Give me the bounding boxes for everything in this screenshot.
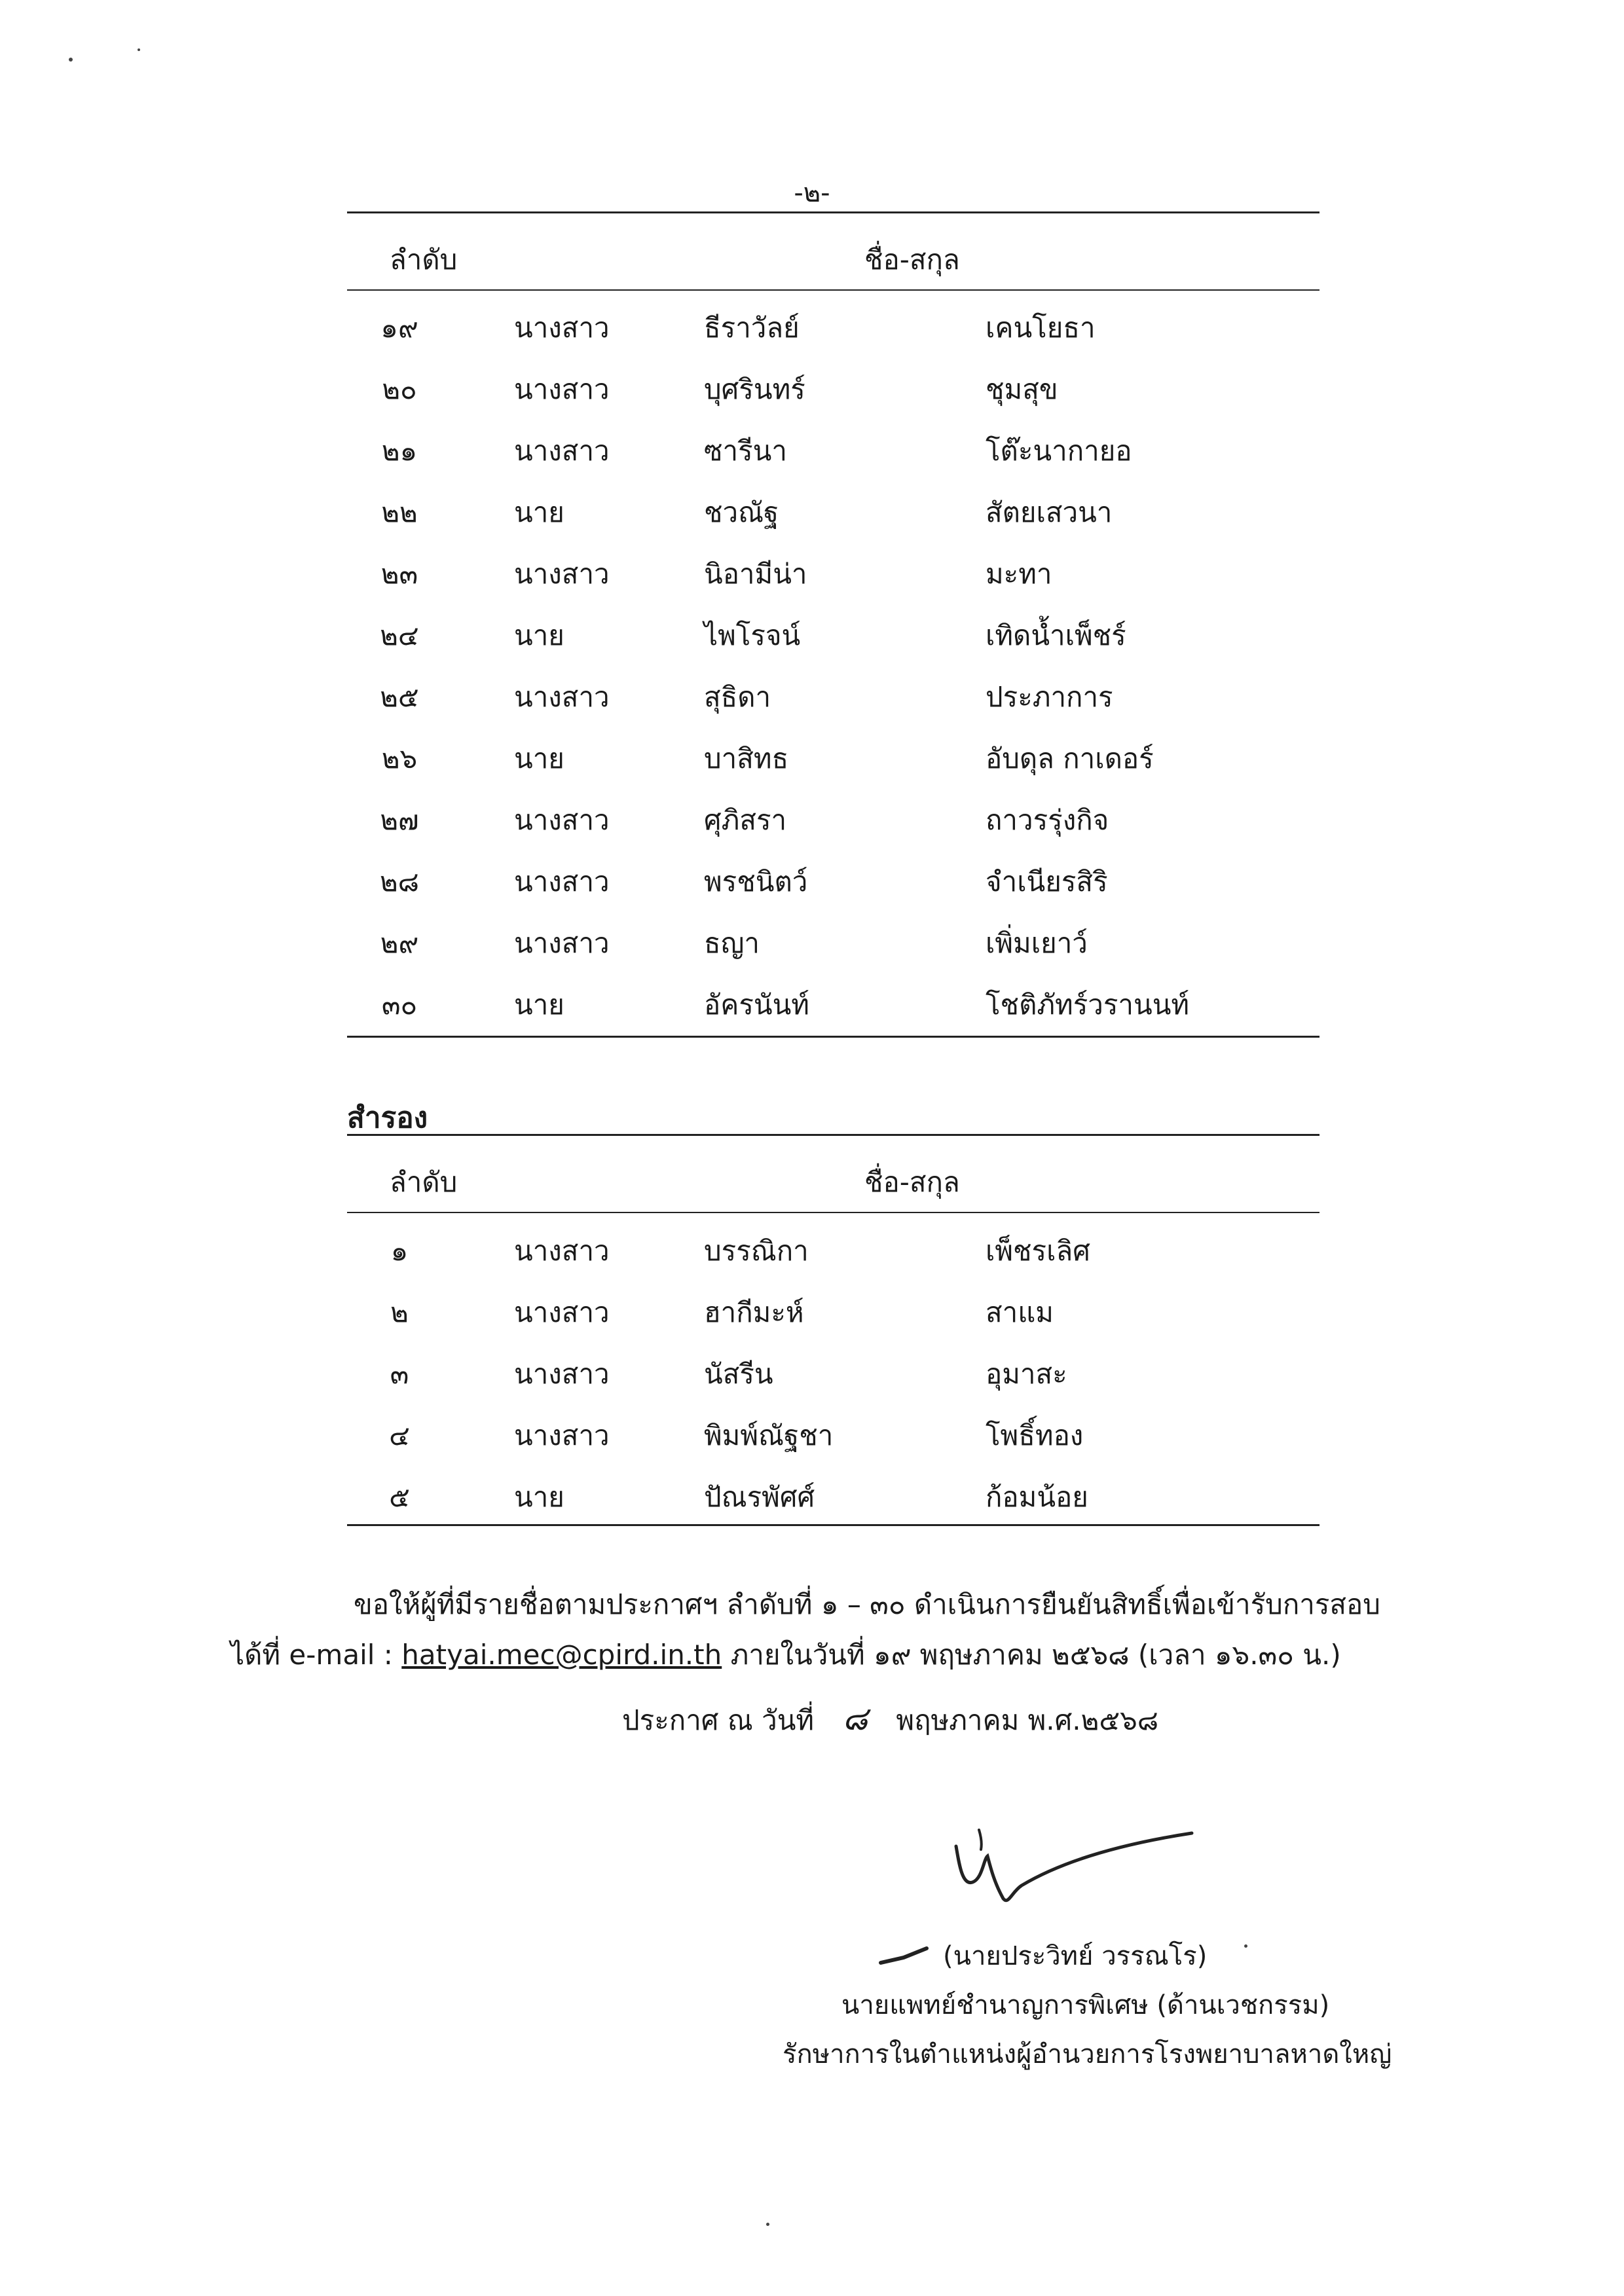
table-row (347, 1222, 1320, 1283)
row-number: ๑ (390, 1235, 409, 1267)
name-title: นาย (514, 496, 564, 528)
first-name: ปัณรพัศศ์ (704, 1481, 815, 1513)
first-name: สุธิดา (704, 681, 771, 713)
name-title: นาย (514, 619, 564, 651)
signatory-name: (นายประวิทย์ วรรณโร) (943, 1941, 1208, 1971)
last-name: มะทา (986, 558, 1052, 590)
name-title: นางสาว (514, 373, 610, 405)
last-name: โชติภัทร์วรานนท์ (986, 989, 1190, 1021)
row-number: ๓ (390, 1358, 409, 1390)
table-row (347, 1406, 1320, 1468)
announce-prefix: ประกาศ ณ วันที่ (622, 1704, 815, 1736)
last-name: อับดุล กาเดอร์ (986, 742, 1154, 774)
table-row (347, 483, 1320, 545)
row-number: ๑๙ (380, 312, 418, 344)
reserve-header-rule (347, 1212, 1320, 1213)
row-number: ๒๑ (381, 435, 418, 467)
first-name: ธีราวัลย์ (704, 312, 800, 344)
row-number: ๒๕ (380, 681, 419, 713)
first-name: อัครนันท์ (704, 989, 809, 1021)
table-row (347, 1468, 1320, 1529)
name-title: นาย (514, 1481, 564, 1513)
scan-speck (766, 2223, 769, 2226)
reserve-header-order: ลำดับ (390, 1166, 458, 1198)
row-number: ๒๗ (380, 804, 419, 836)
row-number: ๒ (390, 1296, 409, 1328)
reserve-top-rule (347, 1134, 1320, 1136)
last-name: ประภาการ (986, 681, 1113, 713)
name-title: นาย (514, 989, 564, 1021)
first-name: ธญา (704, 927, 760, 959)
first-name: นิอามีน่า (704, 558, 807, 590)
row-number: ๒๐ (382, 373, 417, 405)
last-name: ชุมสุข (986, 373, 1058, 405)
name-title: นางสาว (514, 804, 610, 836)
name-title: นางสาว (514, 1296, 610, 1328)
row-number: ๕ (389, 1481, 410, 1513)
last-name: จำเนียรสิริ (986, 866, 1108, 898)
row-number: ๒๙ (380, 927, 419, 959)
name-title: นางสาว (514, 435, 610, 467)
scan-speck (138, 48, 140, 51)
first-name: นัสรีน (704, 1358, 773, 1390)
announce-suffix: พฤษภาคม พ.ศ.๒๕๖๘ (896, 1704, 1159, 1736)
table-row (347, 852, 1320, 914)
last-name: ก้อมน้อย (986, 1481, 1088, 1513)
contact-email-link[interactable]: hatyai.mec@cpird.in.th (401, 1639, 722, 1671)
announce-date (622, 1693, 1158, 1745)
table-row (347, 1345, 1320, 1406)
table-row (347, 360, 1320, 422)
first-name: ซารีนา (704, 435, 787, 467)
table-top-rule (347, 211, 1320, 213)
last-name: สาแม (986, 1296, 1054, 1328)
name-title: นางสาว (514, 1419, 610, 1451)
table-row (347, 914, 1320, 975)
scan-speck (1244, 1944, 1247, 1948)
reserve-bottom-rule (347, 1524, 1320, 1526)
table-row (347, 791, 1320, 852)
row-number: ๒๘ (379, 866, 420, 898)
table-row (347, 299, 1320, 360)
row-number: ๒๔ (380, 619, 419, 651)
last-name: อุมาสะ (986, 1358, 1067, 1390)
table-row (347, 668, 1320, 729)
first-name: ชวณัฐ (704, 496, 779, 528)
first-name: บุศรินทร์ (704, 373, 805, 405)
name-title: นางสาว (514, 927, 610, 959)
last-name: เทิดน้ำเพ็ชร์ (986, 619, 1126, 651)
header-order: ลำดับ (390, 244, 458, 276)
reserve-section-title: สำรอง (347, 1101, 428, 1135)
first-name: พิมพ์ณัฐชา (704, 1419, 834, 1451)
table-row (347, 1283, 1320, 1345)
first-name: บาสิทธ (704, 742, 789, 774)
first-name: พรชนิตว์ (704, 866, 808, 898)
name-title: นาย (514, 742, 564, 774)
last-name: โพธิ์ทอง (986, 1419, 1084, 1451)
table-row (347, 606, 1320, 668)
row-number: ๓๐ (381, 989, 418, 1021)
name-title: นางสาว (514, 1358, 610, 1390)
table-row (347, 729, 1320, 791)
first-name: บรรณิกา (704, 1235, 809, 1267)
table-header-rule (347, 289, 1320, 291)
row-number: ๒๖ (381, 742, 418, 774)
signature-flourish-icon (877, 1943, 930, 1969)
signature-image (943, 1820, 1218, 1925)
first-name: ฮากีมะห์ (704, 1296, 804, 1328)
table-bottom-rule (347, 1036, 1320, 1038)
table-row (347, 422, 1320, 483)
name-title: นางสาว (514, 558, 610, 590)
name-title: นางสาว (514, 312, 610, 344)
last-name: ถาวรรุ่งกิจ (986, 804, 1109, 836)
last-name: เพ็ชรเลิศ (986, 1235, 1090, 1267)
row-number: ๒๒ (381, 496, 418, 528)
note-line-1: ขอให้ผู้ที่มีรายชื่อตามประกาศฯ ลำดับที่ ๑ – ๓๐ ดำเนินการยืนยันสิทธิ์เพื่อเข้ารับการสอบ (354, 1588, 1380, 1620)
page-number: -๒- (794, 178, 830, 208)
first-name: ไพโรจน์ (704, 619, 801, 651)
name-title: นางสาว (514, 1235, 610, 1267)
last-name: โต๊ะนากายอ (986, 435, 1132, 467)
row-number: ๔ (389, 1419, 410, 1451)
note-line-2-suffix: ภายในวันที่ ๑๙ พฤษภาคม ๒๕๖๘ (เวลา ๑๖.๓๐ น.) (722, 1639, 1341, 1671)
name-title: นางสาว (514, 681, 610, 713)
first-name: ศุภิสรา (704, 804, 787, 836)
note-line-2-prefix: ได้ที่ e-mail : (231, 1639, 402, 1671)
signatory-position: นายแพทย์ชำนาญการพิเศษ (ด้านเวชกรรม) (841, 1990, 1330, 2020)
table-row (347, 975, 1320, 1037)
last-name: เคนโยธา (986, 312, 1096, 344)
row-number: ๒๓ (380, 558, 418, 590)
signatory-acting-position: รักษาการในตำแหน่งผู้อำนวยการโรงพยาบาลหาดใหญ่ (783, 2039, 1392, 2069)
note-line-2 (231, 1633, 1341, 1677)
reserve-header-fullname: ชื่อ-สกุล (864, 1166, 960, 1198)
header-fullname: ชื่อ-สกุล (864, 244, 960, 276)
name-title: นางสาว (514, 866, 610, 898)
last-name: สัตยเสวนา (986, 496, 1113, 528)
last-name: เพิ่มเยาว์ (986, 927, 1088, 959)
announce-day: ๘ (842, 1700, 868, 1738)
scan-speck (69, 58, 73, 62)
table-row (347, 545, 1320, 606)
